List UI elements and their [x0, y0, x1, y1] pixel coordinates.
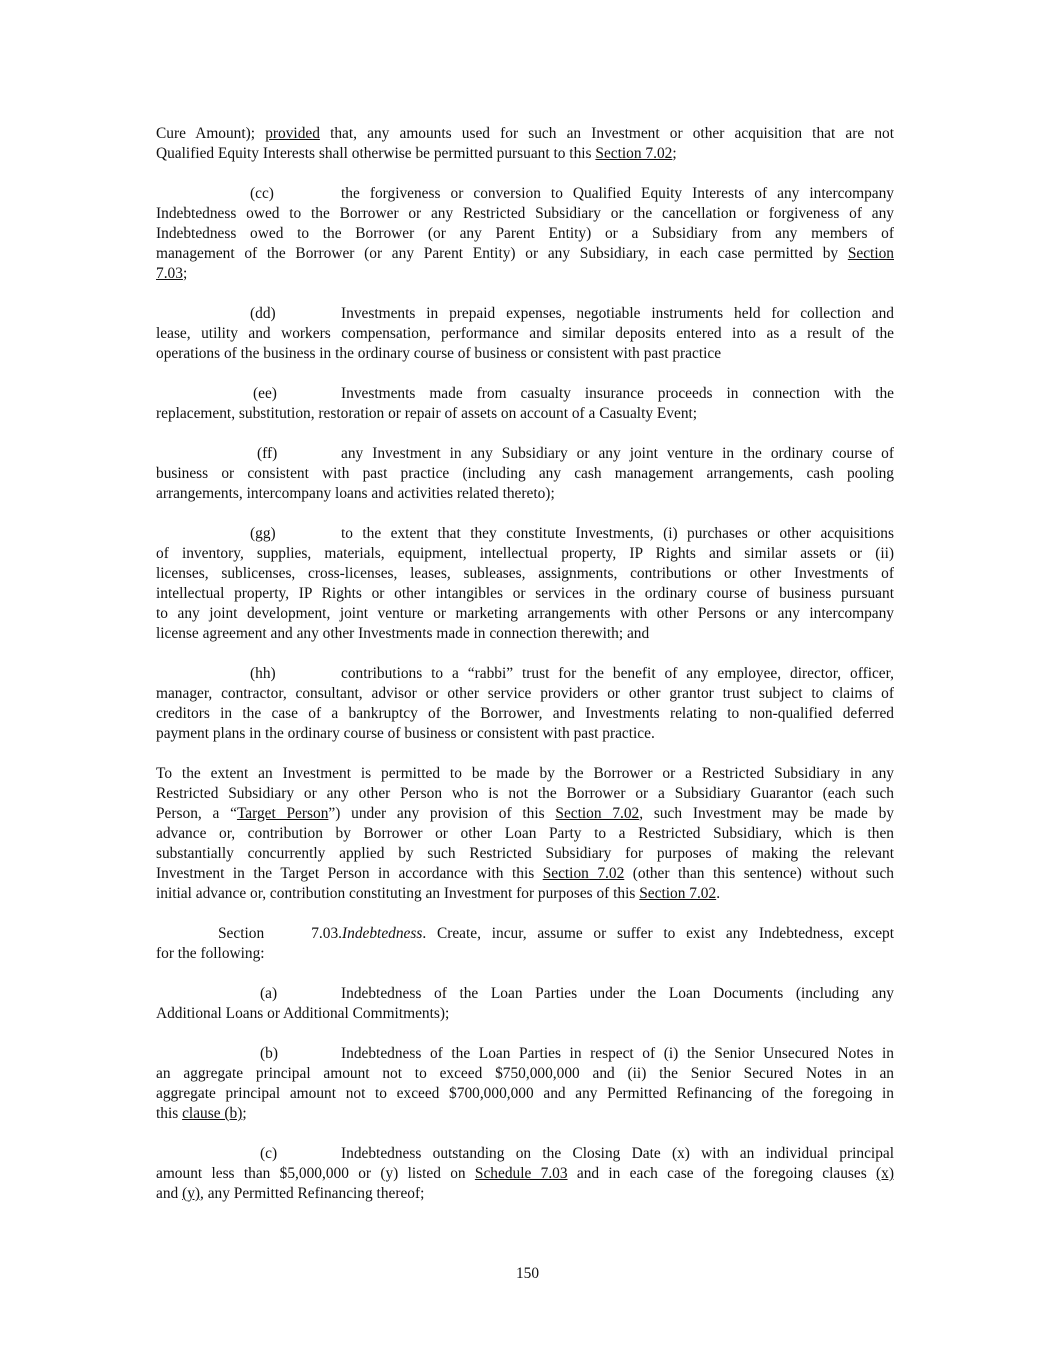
text-line: Investment in the Target Person in accordance with this Section 7.02 (other than this sentence) without such	[156, 865, 894, 882]
text-line: advance or, contribution by Borrower or other Loan Party to a Restricted Subsidiary, which is then	[156, 825, 894, 842]
clause-label: (gg)	[250, 525, 276, 542]
clause-hh	[156, 664, 894, 744]
text-line: lease, utility and workers compensation, performance and similar deposits entered into as a result of the	[156, 325, 894, 342]
text-line: 7.03;	[156, 265, 188, 282]
clause-label: (a)	[260, 985, 278, 1002]
text-line: license agreement and any other Investments made in connection therewith; and	[156, 625, 650, 642]
clause-label: (cc)	[250, 185, 274, 202]
clause-b	[156, 1044, 894, 1124]
section-reference: Section	[847, 245, 894, 262]
text-line: (ee) Investments made from casualty insurance proceeds in connection with the	[253, 385, 894, 402]
text-line: (dd) Investments in prepaid expenses, negotiable instruments held for collection and	[250, 305, 894, 322]
text-line: Qualified Equity Interests shall otherwise be permitted pursuant to this Section 7.02;	[156, 145, 677, 162]
clause-ff	[156, 444, 894, 504]
clause-reference: (y)	[182, 1185, 201, 1202]
text-line: creditors in the case of a bankruptcy of the Borrower, and Investments relating to non-qualified deferred	[156, 705, 894, 722]
text-line: (c) Indebtedness outstanding on the Closing Date (x) with an individual principal	[260, 1145, 894, 1162]
clause-label: (b)	[260, 1045, 278, 1062]
defined-term: Target Person	[236, 805, 329, 822]
clause-reference: clause (b)	[182, 1105, 243, 1122]
clause-ee	[156, 384, 894, 424]
section-reference: Section 7.02	[595, 145, 673, 162]
text-line: To the extent an Investment is permitted to be made by the Borrower or a Restricted Subsidiary in any	[156, 765, 894, 782]
clause-a	[156, 984, 894, 1024]
text-line: Indebtedness owed to the Borrower or any Restricted Subsidiary or the cancellation or forgiveness of any	[156, 205, 894, 222]
clause-label: (c)	[260, 1145, 278, 1162]
text-line: to any joint development, joint venture or marketing arrangements with other Persons or any intercompany	[156, 605, 894, 622]
text-line: (gg) to the extent that they constitute Investments, (i) purchases or other acquisitions	[250, 525, 894, 542]
text-line: for the following:	[156, 945, 265, 962]
text-line: of inventory, supplies, materials, equipment, intellectual property, IP Rights and similar assets or (ii)	[156, 545, 894, 562]
text-line: (ff) any Investment in any Subsidiary or any joint venture in the ordinary course of	[257, 445, 894, 462]
defined-term: provided	[265, 125, 320, 142]
text-line: payment plans in the ordinary course of business or consistent with past practice.	[156, 725, 655, 742]
clause-reference: (x)	[876, 1165, 894, 1182]
text-line: Additional Loans or Additional Commitments);	[156, 1005, 450, 1022]
text-line: business or consistent with past practice (including any cash management arrangements, cash pooling	[156, 465, 894, 482]
section-reference: 7.03	[156, 265, 183, 282]
text-line: intellectual property, IP Rights or other intangibles or services in the ordinary course of business pursuant	[156, 585, 894, 602]
text-line: licenses, sublicenses, cross-licenses, leases, subleases, assignments, contributions or other Investments of	[156, 565, 894, 582]
text-line: Indebtedness owed to the Borrower (or any Parent Entity) or a Subsidiary from any members of	[156, 225, 894, 242]
text-line: an aggregate principal amount not to exceed $750,000,000 and (ii) the Senior Secured Notes in an	[156, 1065, 894, 1082]
clause-c	[156, 1144, 894, 1204]
clause-label: (ff)	[257, 445, 278, 462]
text-line: (cc) the forgiveness or conversion to Qualified Equity Interests of any intercompany	[250, 185, 894, 202]
clause-gg	[156, 524, 894, 644]
text-line: this clause (b);	[156, 1105, 247, 1122]
text-line: (hh) contributions to a “rabbi” trust for the benefit of any employee, director, officer,	[250, 665, 894, 682]
text-line: manager, contractor, consultant, advisor or other service providers or other grantor trust subject to claims of	[156, 685, 894, 702]
clause-cc	[156, 184, 894, 284]
paragraph-bb-continuation	[156, 124, 894, 164]
text-line: Person, a “Target Person”) under any provision of this Section 7.02, such Investment may be made by	[156, 805, 894, 822]
section-reference: Section 7.02	[555, 805, 640, 822]
page-number: 150	[515, 1265, 540, 1282]
clause-dd	[156, 304, 894, 364]
section-reference: Section 7.02	[542, 865, 625, 882]
clause-label: (hh)	[250, 665, 276, 682]
clause-label: (ee)	[253, 385, 277, 402]
text-line: initial advance or, contribution constituting an Investment for purposes of this Section 7.02.	[156, 885, 721, 902]
text-line: amount less than $5,000,000 or (y) listed on Schedule 7.03 and in each case of the foregoing clauses (x)	[156, 1165, 894, 1182]
text-line: management of the Borrower (or any Parent Entity) or any Subsidiary, in each case permitted by Section	[156, 245, 894, 262]
schedule-reference: Schedule 7.03	[474, 1165, 568, 1182]
clause-label: (dd)	[250, 305, 276, 322]
target-person-paragraph	[156, 764, 894, 904]
section-reference: Section 7.02	[639, 885, 717, 902]
text-line: substantially concurrently applied by such Restricted Subsidiary for purposes of making the relevant	[156, 845, 894, 862]
section-label: Section 7.03.	[218, 925, 342, 942]
text-line: Section 7.03.Indebtedness. Create, incur, assume or suffer to exist any Indebtedness, except	[218, 925, 894, 942]
text-line: and (y), any Permitted Refinancing thereof;	[156, 1185, 425, 1202]
text-line: aggregate principal amount not to exceed $700,000,000 and any Permitted Refinancing of the foregoing in	[156, 1085, 894, 1102]
section-7-03-heading	[156, 924, 894, 964]
text-line: replacement, substitution, restoration or repair of assets on account of a Casualty Event;	[156, 405, 698, 422]
text-line: Restricted Subsidiary or any other Person who is not the Borrower or a Subsidiary Guarantor (each such	[156, 785, 894, 802]
text-line: (a) Indebtedness of the Loan Parties under the Loan Documents (including any	[260, 985, 894, 1002]
text-line: (b) Indebtedness of the Loan Parties in respect of (i) the Senior Unsecured Notes in	[260, 1045, 894, 1062]
text-line: arrangements, intercompany loans and activities related thereto);	[156, 485, 555, 502]
section-title: Indebtedness	[342, 925, 423, 942]
text-line: operations of the business in the ordinary course of business or consistent with past practice	[156, 345, 722, 362]
text-line: Cure Amount); provided that, any amounts used for such an Investment or other acquisition that are not	[156, 125, 894, 142]
